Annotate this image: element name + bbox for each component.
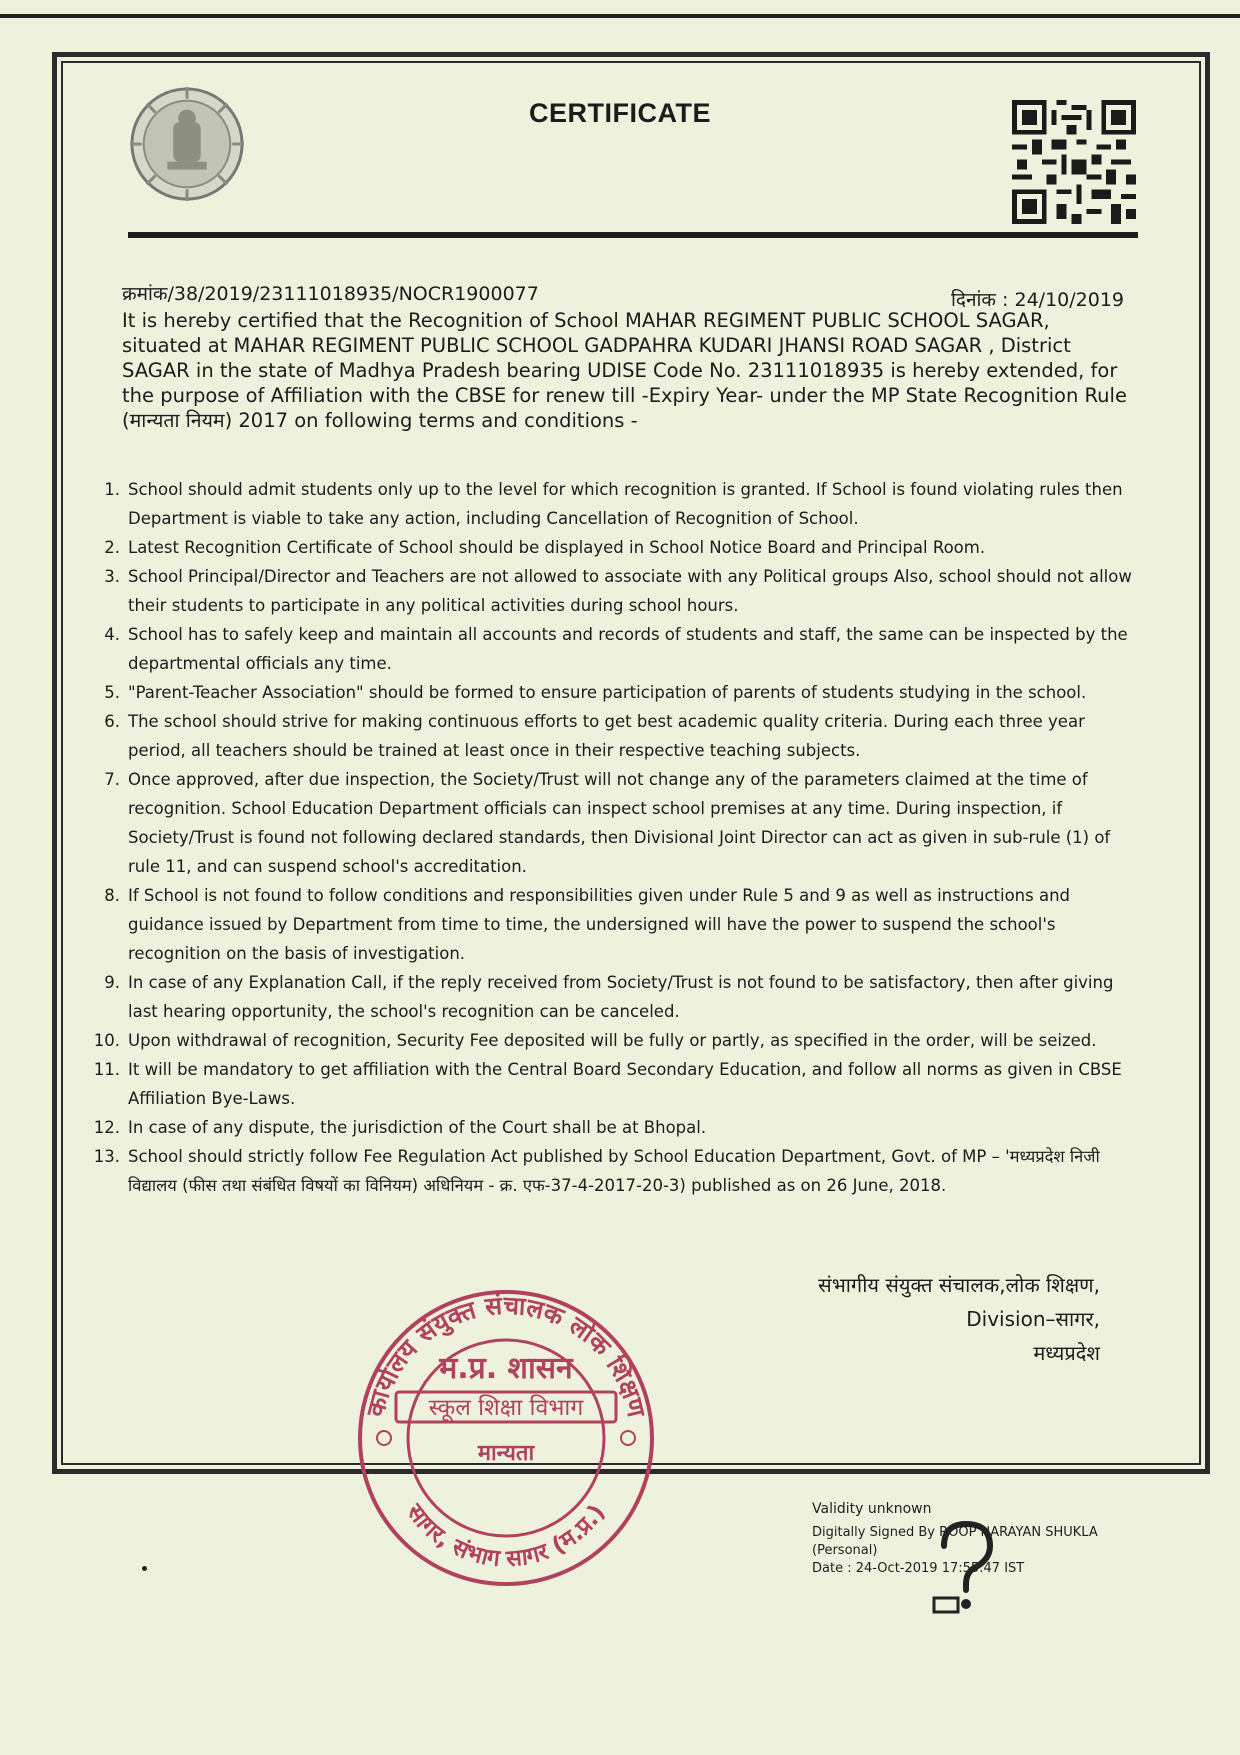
list-item (92, 881, 1132, 968)
term-number: 10. (93, 1031, 120, 1050)
list-item (92, 765, 1132, 881)
stamp-line-3: मान्यता (477, 1441, 535, 1466)
list-item (92, 968, 1132, 1026)
term-text: In case of any Explanation Call, if the reply received from Society/Trust is not found to be satisfactory, then after giving last hearing opportunity, the school's recognition can be canceled. (128, 973, 1114, 1021)
term-number: 5. (104, 683, 120, 702)
term-text: Once approved, after due inspection, the Society/Trust will not change any of the parameters claimed at the time of recognition. School Education Department officials can inspect school premises at any time. During inspection, if Society/Trust is found not following declared standards, then Divisional Joint Director can act as given in sub-rule (1) of rule 11, and can suspend school's accreditation. (128, 770, 1111, 876)
list-item (92, 620, 1132, 678)
official-stamp (348, 1288, 664, 1588)
stamp-outer-top-text: कार्यालय संयुक्त संचालक लोक शिक्षण (360, 1290, 652, 1420)
stamp-line-1: म.प्र. शासन (439, 1351, 573, 1386)
term-number: 12. (93, 1118, 120, 1137)
list-item (92, 562, 1132, 620)
signature-date: Date : 24-Oct-2019 17:55:47 IST (812, 1561, 1025, 1576)
signature-type: (Personal) (812, 1543, 878, 1558)
list-item (92, 1142, 1132, 1200)
signature-validity: Validity unknown (812, 1501, 932, 1517)
certificate-title: CERTIFICATE (529, 98, 711, 128)
list-item (92, 475, 1132, 533)
list-item (92, 1113, 1132, 1142)
term-text: If School is not found to follow conditions and responsibilities given under Rule 5 and 9 as well as instructions and guidance issued by Department from time to time, the undersigned will have the power to suspend the school's recognition on the basis of investigation. (128, 886, 1071, 963)
terms-list (92, 475, 1132, 1200)
term-text: In case of any dispute, the jurisdiction of the Court shall be at Bhopal. (128, 1118, 707, 1137)
term-text: Latest Recognition Certificate of School should be displayed in School Notice Board and Principal Room. (128, 538, 986, 557)
scan-speck (142, 1566, 147, 1571)
term-number: 9. (104, 973, 120, 992)
term-number: 1. (104, 480, 120, 499)
header-rule (128, 232, 1138, 238)
term-text: "Parent-Teacher Association" should be formed to ensure participation of parents of students studying in the school. (128, 683, 1087, 702)
list-item (92, 707, 1132, 765)
term-text: Upon withdrawal of recognition, Security Fee deposited will be fully or partly, as specified in the order, will be seized. (128, 1031, 1097, 1050)
top-rule (0, 14, 1240, 18)
signatory-division: Division–सागर, (966, 1307, 1100, 1331)
signatory-state: मध्यप्रदेश (1033, 1341, 1100, 1365)
term-text: School should admit students only up to the level for which recognition is granted. If School is found violating rules then Department is viable to take any action, including Cancellation of Recognition of School. (128, 480, 1123, 528)
stamp-line-2: स्कूल शिक्षा विभाग (428, 1395, 584, 1421)
term-text: School Principal/Director and Teachers are not allowed to associate with any Political groups Also, school should not allow their students to participate in any political activities during school hours. (128, 567, 1132, 615)
term-number: 6. (104, 712, 120, 731)
term-number: 7. (104, 770, 120, 789)
term-text: School has to safely keep and maintain all accounts and records of students and staff, the same can be inspected by the departmental officials any time. (128, 625, 1128, 673)
list-item (92, 533, 1132, 562)
term-number: 2. (104, 538, 120, 557)
signature-signed-by: Digitally Signed By ROOP NARAYAN SHUKLA (812, 1525, 1098, 1540)
list-item (92, 1055, 1132, 1113)
question-mark-icon (930, 1518, 1002, 1614)
qr-code-icon (1012, 100, 1136, 224)
term-number: 4. (104, 625, 120, 644)
reference-number: क्रमांक/38/2019/23111018935/NOCR1900077 (122, 283, 539, 305)
stamp-outer-bottom-text: सागर, संभाग सागर (म.प्र.) (401, 1499, 611, 1573)
term-text: It will be mandatory to get affiliation with the Central Board Secondary Education, and follow all norms as given in CBSE Affiliation Bye-Laws. (128, 1060, 1122, 1108)
list-item (92, 678, 1132, 707)
signatory-block (818, 1268, 1100, 1370)
term-text: School should strictly follow Fee Regulation Act published by School Education Department, Govt. of MP – 'मध्यप्रदेश निजी विद्यालय (फीस तथा संबंधित विषयों का विनियम) अधिनियम - क्र. एफ-37-4-2017-20-3) published as on 26 June, 2018. (128, 1147, 1100, 1195)
certification-statement: It is hereby certified that the Recognition of School MAHAR REGIMENT PUBLIC SCHOOL SAGAR, situated at MAHAR REGIMENT PUBLIC SCHOOL GADPAHRA KUDARI JHANSI ROAD SAGAR , District SAGAR in the state of Madhya Pradesh bearing UDISE Code No. 23111018935 is hereby extended, for the purpose of Affiliation with the CBSE for renew till -Expiry Year- under the MP State Recognition Rule (मान्यता नियम) 2017 on following terms and conditions - (122, 309, 1127, 432)
term-text: The school should strive for making continuous efforts to get best academic quality criteria. During each three year period, all teachers should be trained at least once in their respective teaching subjects. (128, 712, 1085, 760)
signatory-title: संभागीय संयुक्त संचालक,लोक शिक्षण, (818, 1273, 1100, 1297)
term-number: 3. (104, 567, 120, 586)
issue-date: दिनांक : 24/10/2019 (950, 289, 1124, 311)
term-number: 8. (104, 886, 120, 905)
term-number: 11. (93, 1060, 120, 1079)
list-item (92, 1026, 1132, 1055)
term-number: 13. (93, 1147, 120, 1166)
